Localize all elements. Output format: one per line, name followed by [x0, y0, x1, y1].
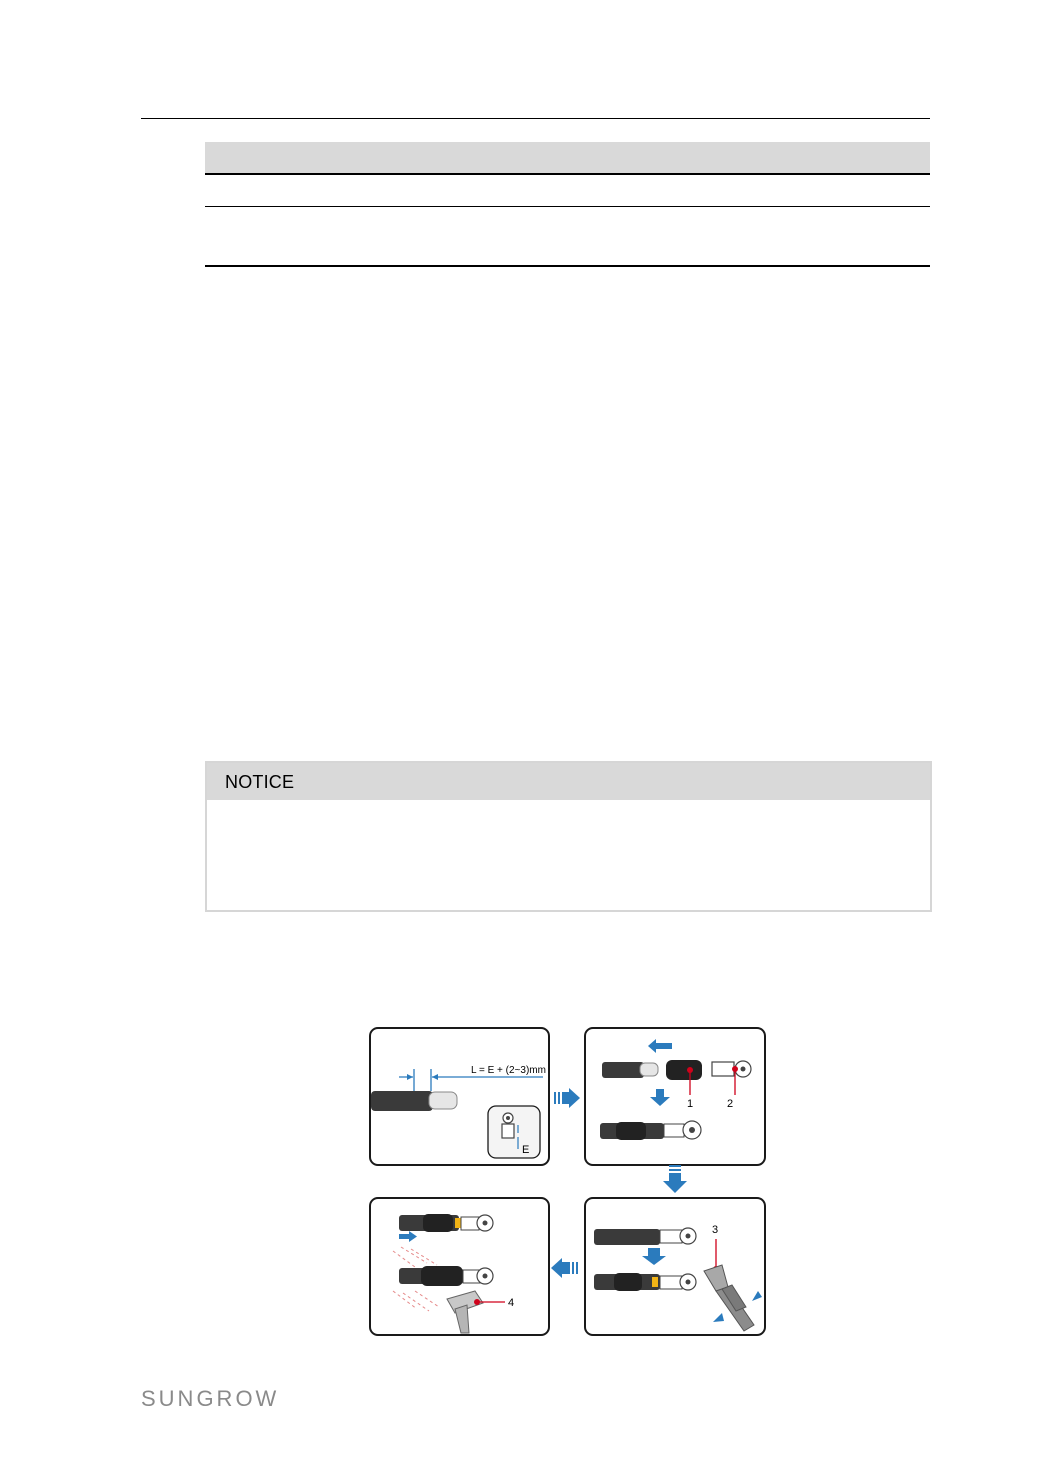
arrow-down-icon — [663, 1165, 687, 1193]
table-header-row — [205, 142, 930, 173]
callout-1: 1 — [687, 1098, 694, 1110]
dimension-e-label: E — [522, 1144, 530, 1156]
callout-3: 3 — [712, 1224, 719, 1236]
strip-cable-illustration — [371, 1029, 548, 1164]
notice-box — [205, 761, 932, 912]
callout-4: 4 — [508, 1297, 515, 1309]
step-panel-crimp-terminal — [584, 1197, 766, 1336]
table-rule-middle — [205, 206, 930, 207]
callout-2: 2 — [727, 1098, 734, 1110]
step-panel-strip-cable — [369, 1027, 550, 1166]
notice-title: NOTICE — [225, 772, 295, 792]
table-rule-top — [205, 173, 930, 175]
notice-header-bar — [207, 763, 930, 800]
header-rule — [141, 118, 930, 119]
insert-sleeve-illustration — [586, 1029, 764, 1164]
formula-label: L = E + (2~3)mm — [471, 1065, 546, 1076]
step-panel-heat-shrink — [369, 1197, 550, 1336]
arrow-right-icon — [554, 1088, 580, 1108]
table-rule-bottom — [205, 265, 930, 267]
crimp-terminal-illustration — [586, 1199, 764, 1334]
step-panel-insert-sleeve — [584, 1027, 766, 1166]
arrow-left-icon — [551, 1258, 579, 1278]
sungrow-logo: SUNGROW — [141, 1386, 280, 1411]
heat-shrink-illustration — [371, 1199, 548, 1334]
